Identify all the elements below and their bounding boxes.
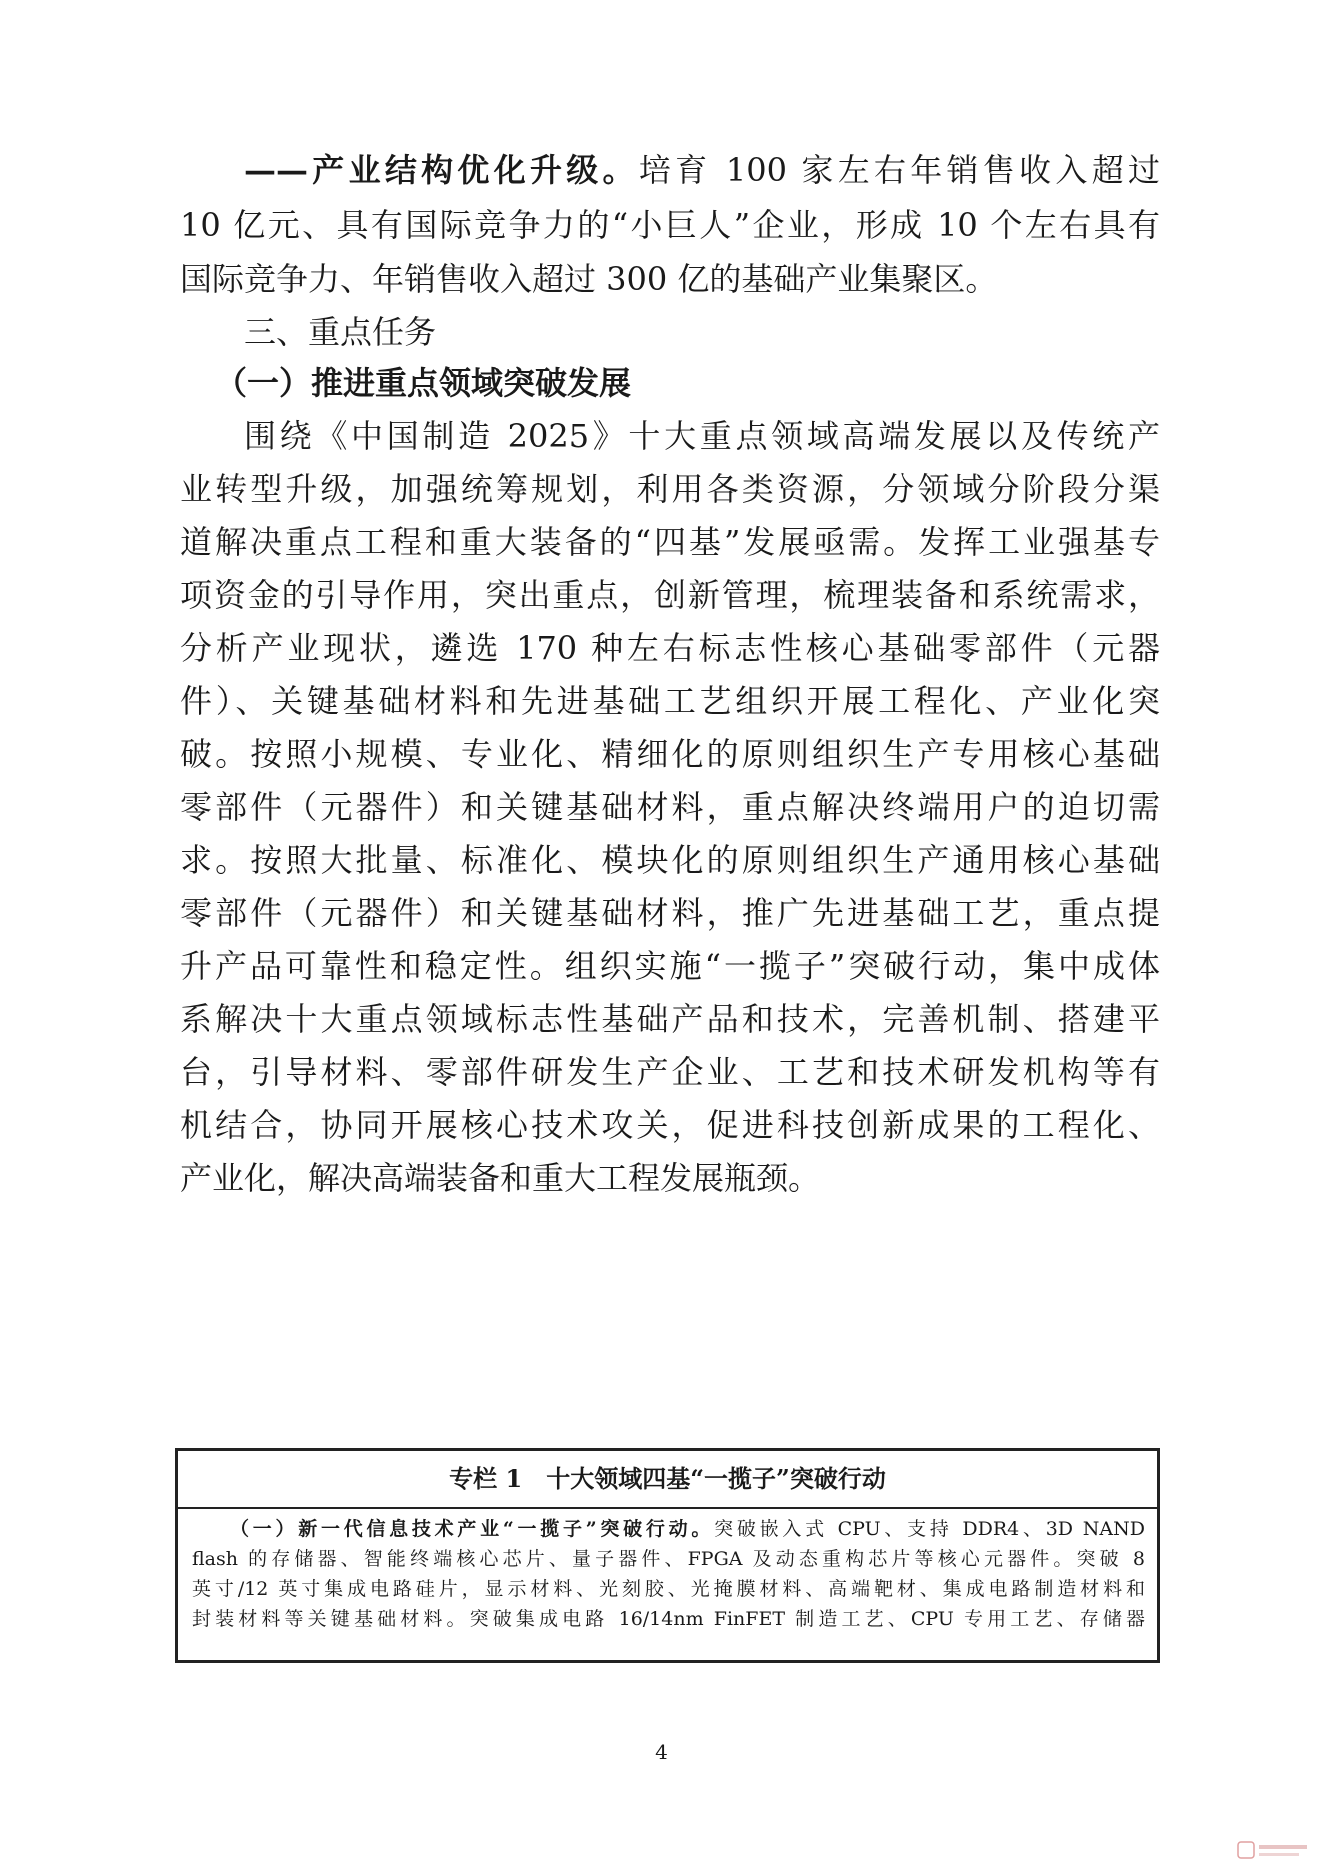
body-line-10: 零部件（元器件）和关键基础材料，推广先进基础工艺，重点提 xyxy=(180,894,1160,932)
column-box-title: 专栏 1 十大领域四基“一揽子”突破行动 xyxy=(178,1451,1157,1509)
body-line-13: 台，引导材料、零部件研发生产企业、工艺和技术研发机构等有 xyxy=(180,1053,1160,1091)
body-line-15: 产业化，解决高端装备和重大工程发展瓶颈。 xyxy=(180,1159,821,1197)
column-box-lead: （一）新一代信息技术产业“一揽子”突破行动。 xyxy=(230,1518,715,1540)
column-box-line-4: 封装材料等关键基础材料。突破集成电路 16/14nm FinFET 制造工艺、CPU 专用工艺、存储器 xyxy=(192,1608,1145,1630)
column-box-line-1-text: 突破嵌入式 CPU、支持 DDR4、3D NAND xyxy=(714,1518,1146,1540)
subsection-heading: （一）推进重点领域突破发展 xyxy=(215,364,632,402)
section-heading: 三、重点任务 xyxy=(244,313,437,351)
intro-line-3: 国际竞争力、年销售收入超过 300 亿的基础产业集聚区。 xyxy=(180,260,998,298)
body-line-5: 分析产业现状，遴选 170 种左右标志性核心基础零部件（元器 xyxy=(180,629,1160,667)
body-line-2: 业转型升级，加强统筹规划，利用各类资源，分领域分阶段分渠 xyxy=(180,470,1160,508)
intro-line-2: 10 亿元、具有国际竞争力的“小巨人”企业，形成 10 个左右具有 xyxy=(180,206,1160,244)
intro-line-1-text: 培育 100 家左右年销售收入超过 xyxy=(638,151,1160,189)
body-line-7: 破。按照小规模、专业化、精细化的原则组织生产专用核心基础 xyxy=(180,735,1160,773)
body-line-12: 系解决十大重点领域标志性基础产品和技术，完善机制、搭建平 xyxy=(180,1000,1160,1038)
body-line-1: 围绕《中国制造 2025》十大重点领域高端发展以及传统产 xyxy=(244,417,1160,455)
body-line-9: 求。按照大批量、标准化、模块化的原则组织生产通用核心基础 xyxy=(180,841,1160,879)
body-line-14: 机结合，协同开展核心技术攻关，促进科技创新成果的工程化、 xyxy=(180,1106,1160,1144)
column-box-line-1 xyxy=(230,1515,1145,1543)
body-line-4: 项资金的引导作用，突出重点，创新管理，梳理装备和系统需求， xyxy=(180,576,1160,614)
intro-dash-heading: ——产业结构优化升级。 xyxy=(244,151,639,189)
intro-line-1 xyxy=(244,150,1160,190)
page-number: 4 xyxy=(655,1740,668,1764)
body-line-6: 件）、关键基础材料和先进基础工艺组织开展工程化、产业化突 xyxy=(180,682,1160,720)
column-box xyxy=(175,1448,1160,1663)
body-line-11: 升产品可靠性和稳定性。组织实施“一揽子”突破行动，集中成体 xyxy=(180,947,1160,985)
body-line-8: 零部件（元器件）和关键基础材料，重点解决终端用户的迫切需 xyxy=(180,788,1160,826)
watermark-logo xyxy=(1237,1838,1309,1862)
column-box-line-2: flash 的存储器、智能终端核心芯片、量子器件、FPGA 及动态重构芯片等核心元器件。突破 8 xyxy=(192,1548,1145,1570)
body-line-3: 道解决重点工程和重大装备的“四基”发展亟需。发挥工业强基专 xyxy=(180,523,1160,561)
column-box-line-3: 英寸/12 英寸集成电路硅片，显示材料、光刻胶、光掩膜材料、高端靶材、集成电路制造材料和 xyxy=(192,1578,1145,1600)
